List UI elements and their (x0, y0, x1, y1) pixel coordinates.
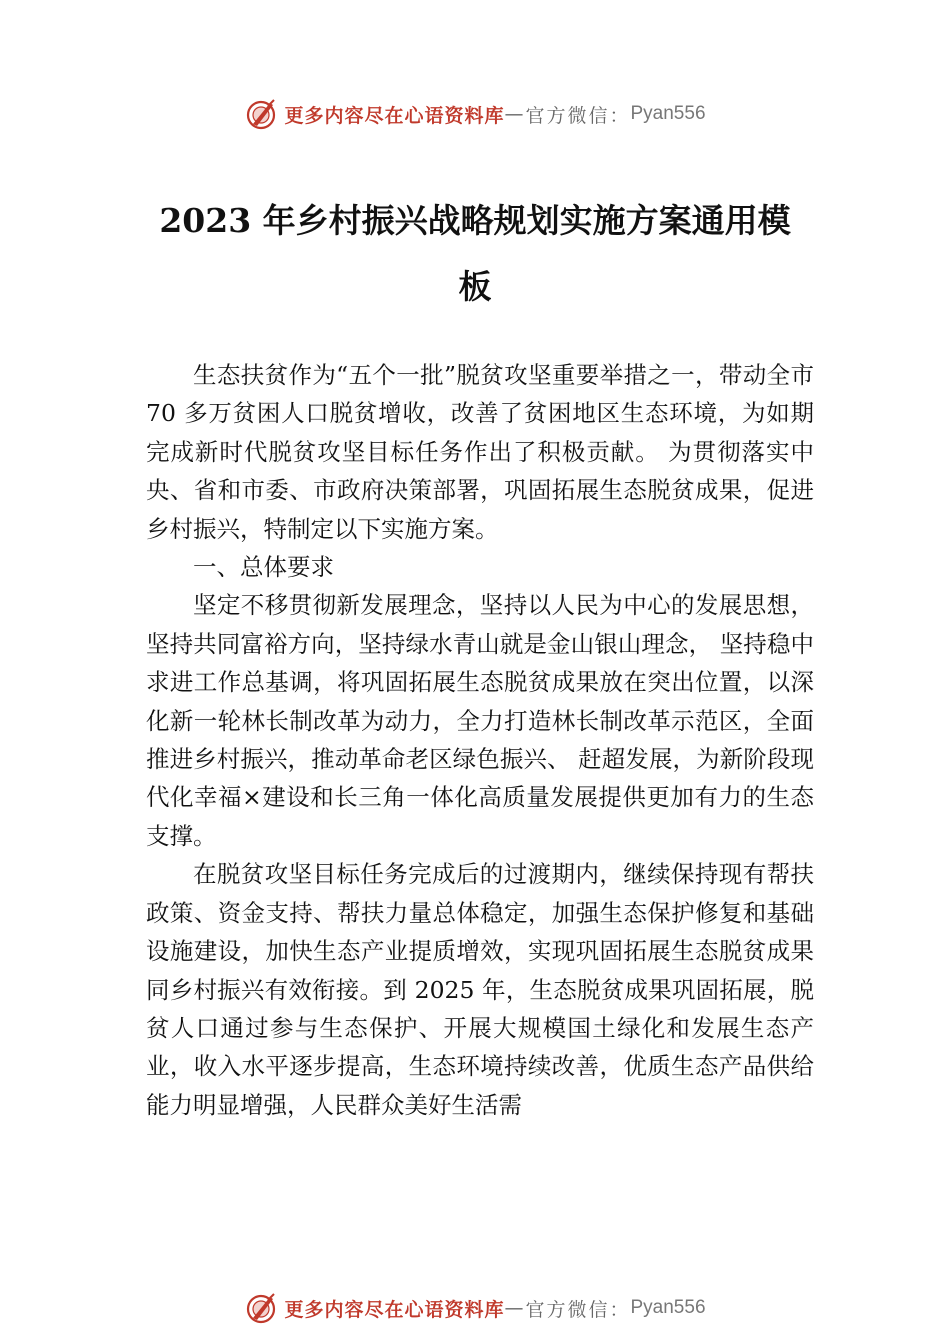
document-title-line-1: 2023 年乡村振兴战略规划实施方案通用模 (159, 201, 791, 240)
watermark-dash: — (504, 1297, 526, 1319)
quill-seal-icon (244, 1291, 278, 1325)
document-title-line-2: 板 (458, 267, 492, 306)
body-paragraph: 坚定不移贯彻新发展理念，坚持以人民为中心的发展思想，坚持共同富裕方向，坚持绿水青山就是金山银山理念， 坚持稳中求进工作总基调，将巩固拓展生态脱贫成果放在突出位置，以深化新一轮林长制改革为动力，全力打造林长制改革示范区，全面推进乡村振兴，推动革命老区绿色振兴、 赶超发展，为新阶段现代化幸福×建设和长三角一体化高质量发展提供更加有力的生态支撑。 (146, 591, 814, 850)
quill-seal-icon (244, 97, 278, 131)
watermark-account: Pyan556 (630, 103, 706, 124)
document-body (146, 356, 814, 1124)
watermark-brand-text: 更多内容尽在心语资料库 (284, 104, 505, 127)
body-paragraph: 在脱贫攻坚目标任务完成后的过渡期内，继续保持现有帮扶政策、资金支持、帮扶力量总体稳定，加强生态保护修复和基础设施建设，加快生态产业提质增效，实现巩固拓展生态脱贫成果同乡村振兴有效衔接。到 2025 年，生态脱贫成果巩固拓展，脱贫人口通过参与生态保护、开展大规模国土绿化和发展生态产业，收入水平逐步提高，生态环境持续改善，优质生态产品供给能力明显增强，人民群众美好生活需 (146, 860, 814, 1119)
section-heading: 一、总体要求 (193, 553, 334, 582)
watermark-account: Pyan556 (630, 1297, 706, 1318)
watermark-dash: — (504, 103, 526, 125)
watermark-label: 官方微信： (525, 104, 631, 127)
footer-watermark (0, 1288, 950, 1328)
body-paragraph: 生态扶贫作为“五个一批”脱贫攻坚重要举措之一，带动全市 70 多万贫困人口脱贫增收，改善了贫困地区生态环境，为如期完成新时代脱贫攻坚目标任务作出了积极贡献。 为贯彻落实中央、省和市委、市政府决策部署，巩固拓展生态脱贫成果，促进乡村振兴，特制定以下实施方案。 (146, 361, 814, 543)
document-title (140, 188, 810, 320)
watermark-brand-text: 更多内容尽在心语资料库 (284, 1298, 505, 1321)
header-watermark (0, 94, 950, 134)
watermark-label: 官方微信： (525, 1298, 631, 1321)
